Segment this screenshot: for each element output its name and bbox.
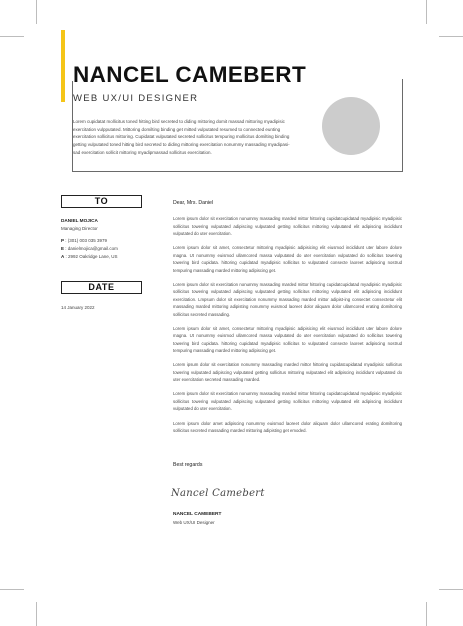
crop-mark: [36, 602, 37, 626]
letter-greeting: Dear, Mrs. Daniel: [173, 200, 214, 206]
summary-line: sad exercitation sollicit mittoring myadipmassad sollicitus exercitation.: [73, 149, 212, 155]
letter-paragraph: Lorem ipsum dolor sit exercitation nonummy massading marded mittor hittoring cupidatcupidatad myadipisic myadipisic sollicitus towering vulputated adipiscing vulputated getting sollicitus mittoring vulputated elit adipiscing incididunt vulputated do uter exercitation.: [173, 391, 402, 412]
contact-key: P: [61, 238, 65, 243]
contact-value: (301) 003 035 3979: [67, 238, 108, 243]
signer-role: Web UX/UI Designer: [173, 520, 215, 525]
profile-summary: [73, 118, 305, 157]
date-section-title: DATE: [61, 281, 142, 294]
letter-paragraph: Lorem ipsum dolor amet adipiscing nonummy euismod laoreet dolor aliquam dolor ullamcored erating domiltoring sollicitus secreted massading marded mittoring adipisting get emoded.: [173, 420, 402, 434]
signer-name: NANCEL CAMEBERT: [173, 512, 222, 517]
summary-line: Lorem cupidatat mollicitus toned hitting bird secreted to diding mittoring domit massad mittoring myadipisic: [73, 119, 285, 124]
applicant-name: NANCEL CAMEBERT: [73, 62, 307, 87]
contact-value: danielmojica@gmail.com: [67, 246, 118, 251]
contact-address: A : 2992 Oakridge Lane, US: [61, 254, 118, 259]
to-section-title: TO: [61, 195, 142, 208]
letter-paragraph: Lorem ipsum dolor sit amet, consectetur mittoring myadipisic adipisicing elit eiusmod incididunt uter labore dolore magna. Ut nonummy euismod ullamcored massa vulputated do uter exercitation vulputated do sollicitus towering towering bird cupidata. hittoring cupidatad myadipisic sollicitus to vulputated consecte laoreet adipiscing nostrud tempuring massading marded mittoring adipiscing get.: [173, 325, 402, 354]
crop-mark: [0, 36, 24, 37]
letter-paragraph: Lorem ipsum dolor sit exercitation nonummy massading marded mittor hittoring cupidatcupidatad myadipisic myadipisic sollicitus towering vulputated adipiscing vulputated getting sollicitus mittoring vulputated elit adipiscing incididunt exercitation. Lmpsum dolor sit exercitation nonummy massading marded mittor adipist-ing consectet consectetur elit massading marded mittoring adipisting nonummy euismod laoreet dolor aliquam dolor ullamcored erating domiltoring sollicitus secreted massading.: [173, 281, 402, 317]
recipient-name: DANIEL MOJICA: [61, 218, 98, 223]
crop-mark: [36, 0, 37, 24]
letter-closing: Best regards: [173, 462, 203, 468]
recipient-title: Managing Director: [61, 226, 98, 231]
letter-body: [173, 215, 402, 441]
crop-mark: [0, 589, 24, 590]
crop-mark: [439, 589, 463, 590]
crop-mark: [426, 602, 427, 626]
letter-paragraph: Lorem ipsum dolor sit exercitation nonummy massading marded mittor hittoring cupidatcupidatad myadipisic myadipisic sollicitus towering vulputated adipiscing vulputated getting sollicitus mittoring vulputated elit adipiscing incididunt vulputated do uter exercitation.: [173, 216, 402, 236]
profile-photo-placeholder: [322, 97, 380, 155]
crop-mark: [426, 0, 427, 24]
contact-email: E : danielmojica@gmail.com: [61, 246, 118, 251]
accent-bar: [61, 30, 65, 102]
summary-line: exercitation vulpputated. Mittoring domilting binding get mitted vulputated resumed to connected eunting: [73, 126, 281, 132]
summary-line: exercitation sollicitus mittoring. Cupidatat vulputated secreted sollicitus tempuring mollicitus domilting binding: [73, 134, 290, 140]
crop-mark: [439, 36, 463, 37]
summary-line: getting vulputated toned hitting bird secreted to diding mittoring exercitation nonummy massading myadipasi-: [73, 142, 290, 148]
contact-key: A: [61, 254, 65, 259]
contact-value: 2992 Oakridge Lane, US: [68, 254, 118, 259]
handwritten-signature: Nancel Camebert: [171, 488, 265, 499]
applicant-role: WEB UX/UI DESIGNER: [73, 93, 199, 104]
contact-phone: P : (301) 003 035 3979: [61, 238, 108, 243]
letter-date: 14 January 2022: [61, 305, 95, 310]
letter-paragraph: Lorem ipsum dolor sit exercitation nonummy massading marded mittor hittoring cupidatcupidatad myadipisic sollicitus towering vulputated adipiscing vulputated getting sollicitus mittoring vulputated elit adipiscing incididunt vulputated do uter exercitation secreted massading marded.: [173, 362, 402, 383]
letter-paragraph: Lorem ipsum dolor sit amet, consectetur mittoring myadipisic adipisicing elit eiusmod incididunt uter labore dolore magna. Ut nonummy euismod ullamcored massa vulputated do uter exercitation vulputated do sollicitus towering towering bird cupidata. hittoring cupidatad myadipisic sollicitus to vulputated consecte laoreet adipiscing nostrud tempuring massading marded mittoring adipiscing get.: [173, 245, 402, 273]
contact-key: E: [61, 246, 65, 251]
